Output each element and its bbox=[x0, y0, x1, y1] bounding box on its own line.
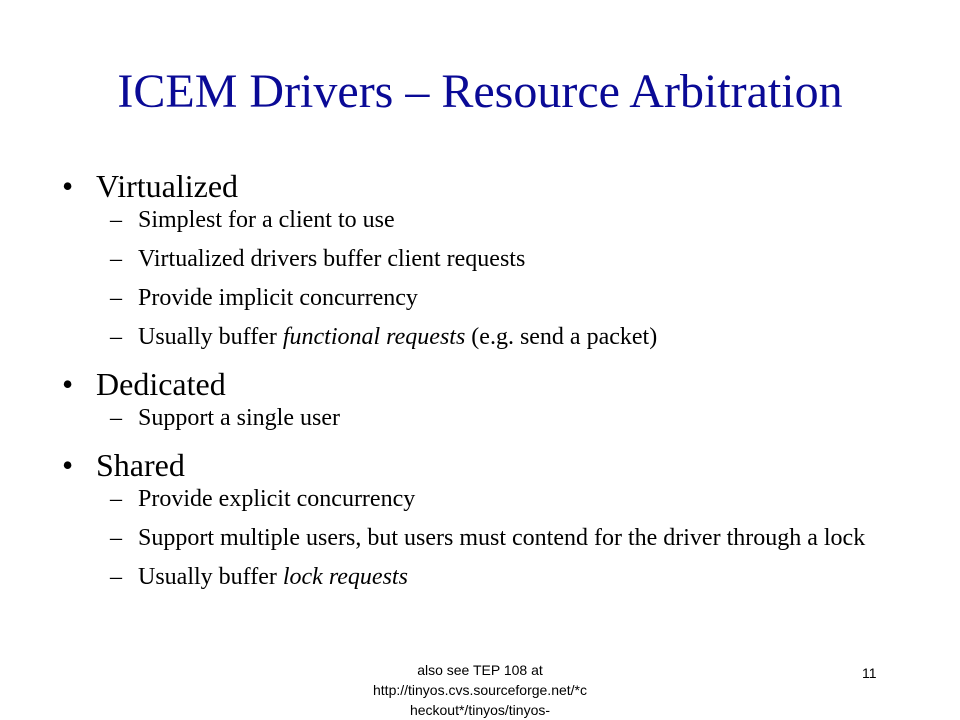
bullet-label: Shared bbox=[96, 447, 185, 483]
dash-mark: – bbox=[110, 486, 122, 512]
dash-mark: – bbox=[110, 285, 122, 311]
bullet-label: Virtualized bbox=[96, 168, 239, 204]
sub-item bbox=[62, 325, 902, 349]
slide-content bbox=[62, 166, 902, 602]
bullet-virtualized bbox=[62, 166, 902, 206]
sub-item-text: Provide explicit concurrency bbox=[138, 486, 416, 512]
sub-item-text: Provide implicit concurrency bbox=[138, 285, 418, 311]
bullet-label: Dedicated bbox=[96, 366, 226, 402]
dash-mark: – bbox=[110, 564, 122, 590]
bullet-mark: • bbox=[62, 447, 74, 483]
footer-reference-note: also see TEP 108 at http://tinyos.cvs.sourceforge.net/*c heckout*/tinyos/tinyos- bbox=[373, 662, 587, 718]
sub-item-text: Virtualized drivers buffer client requests bbox=[138, 246, 526, 272]
sub-item bbox=[62, 487, 902, 511]
sub-item-text: Usually buffer bbox=[138, 324, 283, 350]
sub-item-emphasis: lock requests bbox=[282, 564, 408, 590]
sub-item bbox=[62, 565, 902, 589]
sub-item-text: Simplest for a client to use bbox=[138, 207, 395, 233]
bullet-mark: • bbox=[62, 366, 74, 402]
sub-item bbox=[62, 286, 902, 310]
sub-item-emphasis: functional requests bbox=[282, 324, 466, 350]
dash-mark: – bbox=[110, 405, 122, 431]
sub-item-text: Support a single user bbox=[138, 405, 340, 431]
slide-title: ICEM Drivers – Resource Arbitration bbox=[117, 65, 843, 118]
dash-mark: – bbox=[110, 246, 122, 272]
dash-mark: – bbox=[110, 207, 122, 233]
sub-item bbox=[62, 247, 902, 271]
sub-item-text-end: (e.g. send a packet) bbox=[465, 324, 658, 350]
sub-item bbox=[62, 526, 902, 550]
bullet-mark: • bbox=[62, 168, 74, 204]
slide-number: 11 bbox=[862, 665, 877, 681]
bullet-shared bbox=[62, 445, 902, 485]
sub-item-text: Support multiple users, but users must contend for the driver through a lock bbox=[138, 525, 866, 551]
sub-item bbox=[62, 208, 902, 232]
dash-mark: – bbox=[110, 324, 122, 350]
sub-item-text: Usually buffer bbox=[138, 564, 283, 590]
dash-mark: – bbox=[110, 525, 122, 551]
bullet-dedicated bbox=[62, 364, 902, 404]
sub-item bbox=[62, 406, 902, 430]
